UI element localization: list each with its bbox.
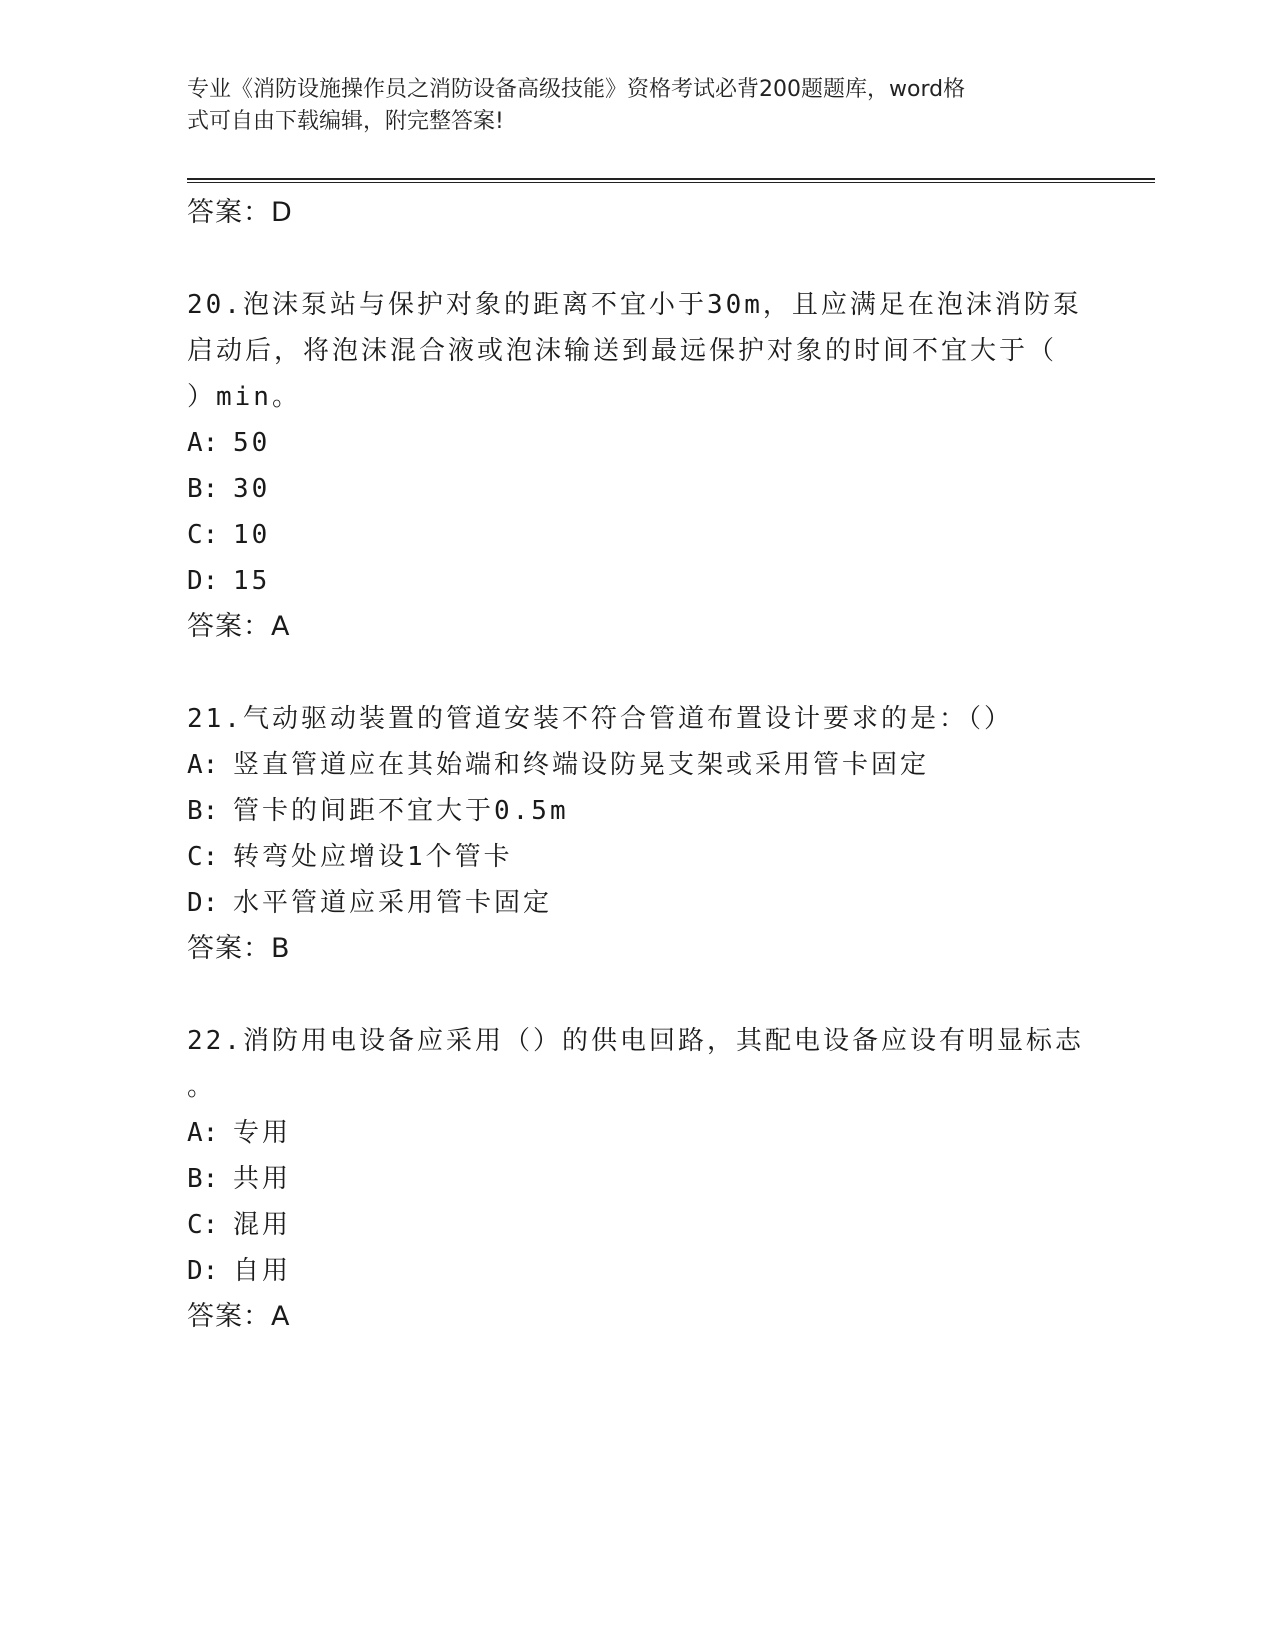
- option-text: 水平管道应采用管卡固定: [233, 888, 553, 918]
- option-key: B:: [187, 474, 219, 504]
- option-c: [187, 1202, 1087, 1248]
- option-key: D:: [187, 566, 219, 596]
- answer-line: 答案：A: [187, 1301, 291, 1332]
- spacer: [187, 972, 1087, 1018]
- option-d: [187, 1248, 1087, 1294]
- previous-answer: 答案：D: [187, 197, 293, 228]
- option-key: A:: [187, 750, 219, 780]
- header-line-1: 专业《消防设施操作员之消防设备高级技能》资格考试必背200题题库，word格: [187, 77, 966, 102]
- question-list: [187, 190, 1087, 1340]
- header-line-2: 式可自由下载编辑，附完整答案!: [187, 109, 504, 134]
- spacer: [187, 650, 1087, 696]
- option-b: [187, 788, 1087, 834]
- option-key: C:: [187, 520, 219, 550]
- option-text: 竖直管道应在其始端和终端设防晃支架或采用管卡固定: [233, 750, 930, 780]
- option-c: [187, 834, 1087, 880]
- header-divider: [187, 178, 1155, 183]
- option-text: 转弯处应增设1个管卡: [233, 842, 513, 872]
- option-c: [187, 512, 1087, 558]
- option-text: 共用: [233, 1164, 292, 1194]
- answer-line: 答案：B: [187, 933, 291, 964]
- option-text: 专用: [233, 1118, 292, 1148]
- option-key: B:: [187, 1164, 219, 1194]
- option-b: [187, 466, 1087, 512]
- option-text: 30: [233, 474, 271, 504]
- option-a: [187, 1110, 1087, 1156]
- option-d: [187, 880, 1087, 926]
- option-key: D:: [187, 1256, 219, 1286]
- option-text: 自用: [233, 1256, 292, 1286]
- answer-line: 答案：A: [187, 611, 291, 642]
- option-key: D:: [187, 888, 219, 918]
- spacer: [187, 236, 1087, 282]
- option-text: 50: [233, 428, 271, 458]
- question-stem-line: 20.泡沫泵站与保护对象的距离不宜小于30m，且应满足在泡沫消防泵: [187, 290, 1082, 320]
- option-text: 10: [233, 520, 271, 550]
- option-key: B:: [187, 796, 219, 826]
- question-stem-line: 启动后，将泡沫混合液或泡沫输送到最远保护对象的时间不宜大于（: [187, 336, 1058, 366]
- option-text: 15: [233, 566, 271, 596]
- option-b: [187, 1156, 1087, 1202]
- page-header: [187, 74, 1067, 138]
- question-block-21: [187, 696, 1087, 972]
- question-block-22: [187, 1018, 1087, 1340]
- option-key: C:: [187, 842, 219, 872]
- option-a: [187, 420, 1087, 466]
- option-key: A:: [187, 428, 219, 458]
- option-key: C:: [187, 1210, 219, 1240]
- question-stem-line: ）min。: [187, 382, 301, 412]
- option-d: [187, 558, 1087, 604]
- option-key: A:: [187, 1118, 219, 1148]
- question-stem-line: 。: [187, 1072, 217, 1102]
- question-stem-line: 22.消防用电设备应采用（）的供电回路，其配电设备应设有明显标志: [187, 1026, 1084, 1056]
- option-text: 管卡的间距不宜大于0.5m: [233, 796, 569, 826]
- option-a: [187, 742, 1087, 788]
- option-text: 混用: [233, 1210, 292, 1240]
- question-block-20: [187, 282, 1087, 650]
- question-stem-line: 21.气动驱动装置的管道安装不符合管道布置设计要求的是：（）: [187, 704, 1013, 734]
